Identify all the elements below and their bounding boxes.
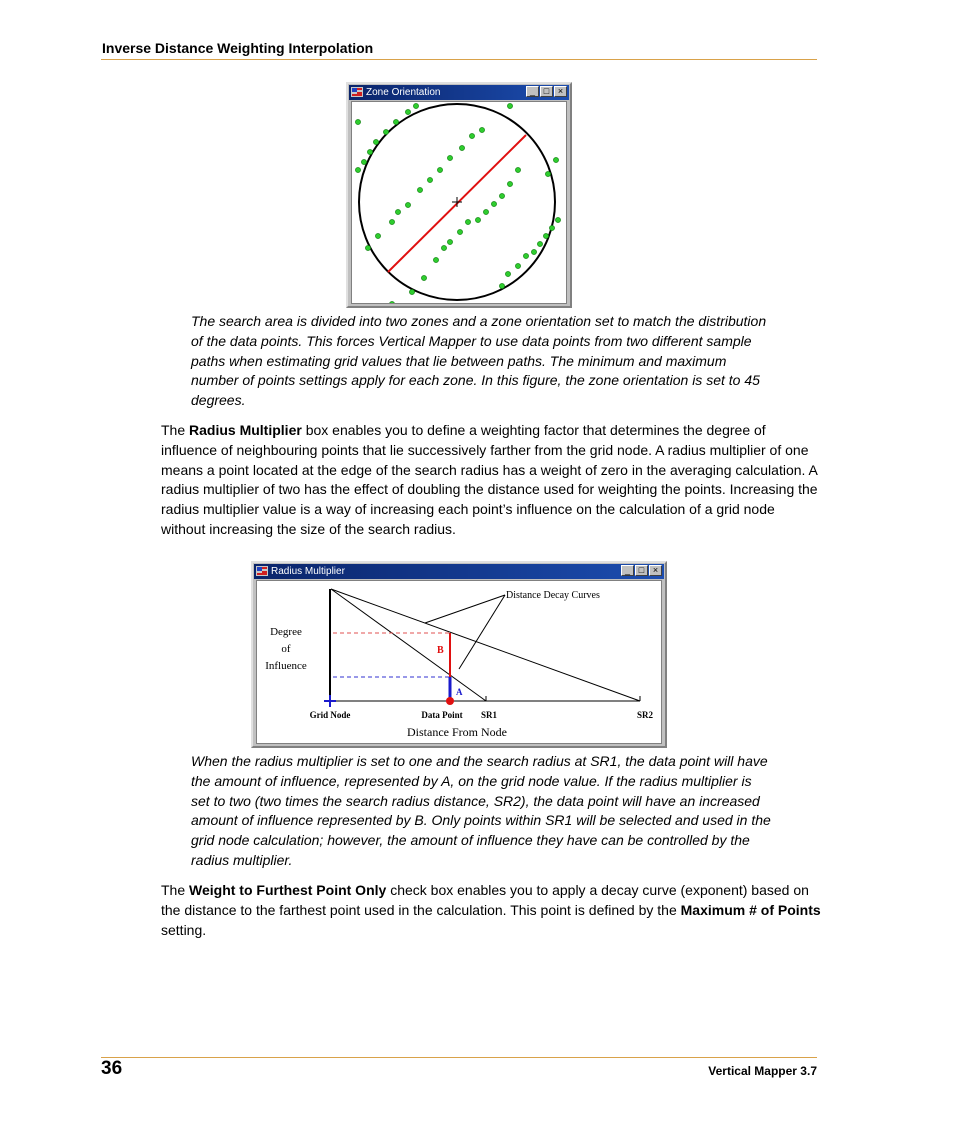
sample-point: [549, 225, 554, 230]
radius-multiplier-diagram: [257, 581, 662, 744]
sample-point: [491, 201, 496, 206]
sample-point: [499, 193, 504, 198]
sample-point: [507, 181, 512, 186]
tick-data-point: Data Point: [421, 710, 463, 720]
sample-point: [553, 157, 558, 162]
sample-point: [483, 209, 488, 214]
para1-text-post: box enables you to define a weighting factor that determines the degree of influence of neighbouring points that lie successively farther from the grid node. A radius multiplier of one means a point located at the edge of the search radius has a weight of zero in the averaging calculation. A radius multiplier of two has the effect of doubling the distance used for weighting the points. Increasing the radius multiplier value is a way of increasing each point’s influence on the calculation of a grid node without increasing the size of the search radius.: [161, 422, 818, 537]
radius-canvas: [256, 580, 662, 744]
sample-point: [465, 219, 470, 224]
curves-leader-2: [459, 595, 505, 669]
sample-point: [373, 139, 378, 144]
sample-point: [393, 119, 398, 124]
curves-leader-1: [425, 595, 505, 623]
sample-point: [421, 275, 426, 280]
minimize-button[interactable]: _: [526, 86, 539, 97]
sample-point: [537, 241, 542, 246]
sample-point: [459, 145, 464, 150]
data-point-marker: [446, 697, 454, 705]
sample-point: [389, 219, 394, 224]
sample-point: [531, 249, 536, 254]
figure1-caption: The search area is divided into two zones and a zone orientation set to match the distribution of the data points. This forces Vertical Mapper to use data points from two different sample paths when estimating grid values that lie between paths. The minimum and maximum number of points settings apply for each zone. In this figure, the zone orientation is set to 45 degrees.: [191, 313, 767, 409]
maximize-button[interactable]: □: [540, 86, 553, 97]
close-button[interactable]: ×: [649, 565, 662, 576]
minimize-button[interactable]: _: [621, 565, 634, 576]
sample-point: [507, 103, 512, 108]
sample-point: [479, 127, 484, 132]
sample-point: [545, 171, 550, 176]
sample-point: [499, 283, 504, 288]
window-titlebar[interactable]: [254, 564, 664, 579]
sample-point: [365, 245, 370, 250]
window-titlebar[interactable]: [349, 85, 569, 100]
tick-sr2: SR2: [636, 710, 654, 720]
sample-point: [389, 301, 394, 304]
radius-multiplier-paragraph: [161, 421, 821, 540]
zone-canvas: [351, 101, 567, 304]
app-icon: [351, 87, 363, 97]
sample-point: [405, 109, 410, 114]
sample-point: [555, 217, 560, 222]
running-header: Inverse Distance Weighting Interpolation: [102, 40, 374, 56]
sample-point: [515, 167, 520, 172]
page-number: 36: [101, 1058, 123, 1079]
sample-point: [437, 167, 442, 172]
sample-point: [505, 271, 510, 276]
sample-point: [457, 229, 462, 234]
sample-point: [475, 217, 480, 222]
app-icon: [256, 566, 268, 576]
header-rule: [101, 59, 817, 60]
footer-doc-title: Vertical Mapper 3.7: [708, 1064, 817, 1078]
ylabel-line3: Influence: [265, 660, 307, 672]
sample-point: [375, 233, 380, 238]
figure2-caption: When the radius multiplier is set to one and the search radius at SR1, the data point will have the amount of influence, represented by A, on the grid node value. If the radius multiplier is set to two (two times the search radius distance, SR2), the data point will have an increased amount of influence represented by B. Only points within SR1 will be selected and used in the grid node calculation; however, the amount of influence they have can be controlled by the radius multiplier.: [191, 753, 771, 868]
para2-term2: Maximum # of Points: [680, 901, 821, 918]
sample-point: [515, 263, 520, 268]
sample-point: [447, 155, 452, 160]
sample-point: [447, 239, 452, 244]
para1-text-pre: The: [161, 422, 190, 438]
para2-term1: Weight to Furthest Point Only: [189, 882, 387, 898]
x-axis-label: Distance From Node: [407, 725, 507, 739]
label-a: A: [456, 687, 463, 697]
sample-point: [417, 187, 422, 192]
weight-furthest-paragraph: [161, 881, 821, 940]
para1-term: Radius Multiplier: [189, 422, 302, 438]
para2-text-mid: check box enables you to apply a decay curve (exponent) based on the distance to the farthest point used in the calculation. This point is defined by the: [161, 882, 809, 918]
curves-label: Distance Decay Curves: [506, 590, 600, 601]
sample-point: [395, 209, 400, 214]
radius-multiplier-window: [251, 561, 667, 748]
zone-orientation-window: [346, 82, 572, 308]
ylabel-line2: of: [281, 643, 291, 655]
zone-orientation-plot: [352, 102, 567, 304]
sample-point: [543, 233, 548, 238]
para2-text-post: setting.: [161, 921, 207, 938]
sample-point: [361, 159, 366, 164]
sample-point: [355, 119, 360, 124]
label-b: B: [437, 645, 444, 656]
sample-point: [523, 253, 528, 258]
ylabel-line1: Degree: [270, 626, 302, 638]
footer-rule: [101, 1057, 817, 1058]
sample-point: [427, 177, 432, 182]
sample-point: [405, 202, 410, 207]
window-title: Radius Multiplier: [271, 566, 345, 577]
decay-curve-sr1: [331, 589, 486, 701]
tick-grid-node: Grid Node: [309, 710, 351, 720]
sample-point: [441, 245, 446, 250]
sample-point: [383, 129, 388, 134]
close-button[interactable]: ×: [554, 86, 567, 97]
window-title: Zone Orientation: [366, 87, 441, 98]
sample-point: [433, 257, 438, 262]
sample-point: [367, 149, 372, 154]
sample-point: [413, 103, 418, 108]
decay-curve-sr2: [331, 589, 640, 701]
sample-point: [469, 133, 474, 138]
sample-point: [409, 289, 414, 294]
maximize-button[interactable]: □: [635, 565, 648, 576]
tick-sr1: SR1: [480, 710, 498, 720]
sample-point: [355, 167, 360, 172]
para2-text-pre: The: [161, 882, 190, 898]
